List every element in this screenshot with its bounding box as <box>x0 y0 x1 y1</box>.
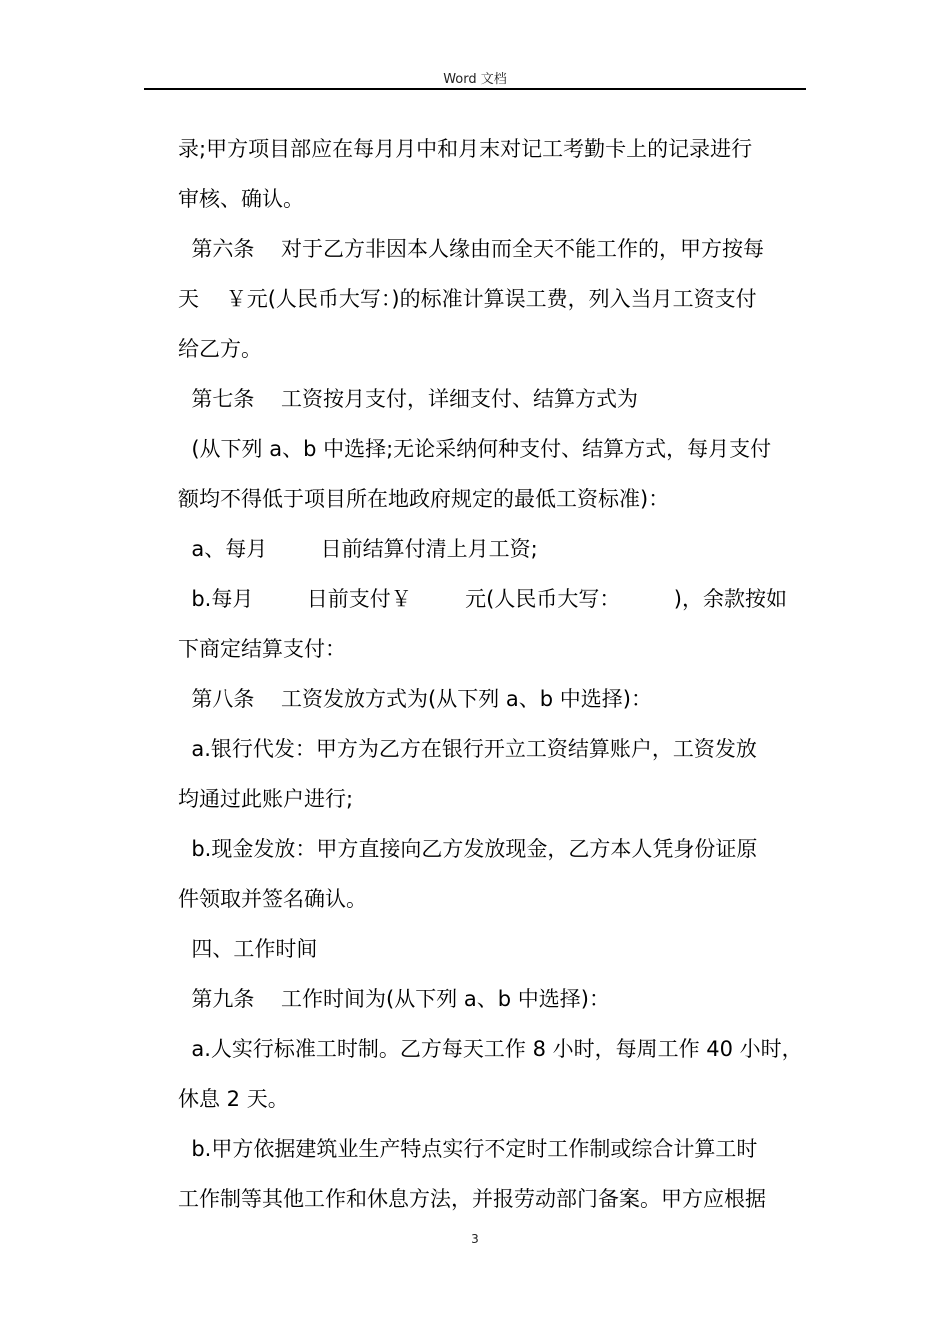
text-line: a.银行代发：甲方为乙方在银行开立工资结算账户，工资发放 <box>178 737 757 761</box>
text-line: 第六条 对于乙方非因本人缘由而全天不能工作的，甲方按每 <box>178 237 765 261</box>
page-number: 3 <box>471 1232 479 1246</box>
text-line: b.现金发放：甲方直接向乙方发放现金，乙方本人凭身份证原 <box>178 837 758 861</box>
text-line: 第九条 工作时间为(从下列 a、b 中选择)： <box>178 987 610 1011</box>
header-divider <box>144 88 806 90</box>
text-line: 给乙方。 <box>178 337 262 361</box>
text-line: 工作制等其他工作和休息方法，并报劳动部门备案。甲方应根据 <box>178 1187 766 1211</box>
text-line: 下商定结算支付： <box>178 637 346 661</box>
text-line: 第八条 工资发放方式为(从下列 a、b 中选择)： <box>178 687 652 711</box>
text-line: 四、工作时间 <box>178 937 318 961</box>
text-line: a、每月 日前结算付清上月工资; <box>178 537 538 561</box>
page-header: Word 文档 <box>443 72 507 87</box>
text-line: 额均不得低于项目所在地政府规定的最低工资标准)： <box>178 487 670 511</box>
text-line: 第七条 工资按月支付，详细支付、结算方式为 <box>178 387 639 411</box>
text-line: a.人实行标准工时制。乙方每天工作 8 小时，每周工作 40 小时， <box>178 1037 803 1061</box>
text-line: 均通过此账户进行; <box>178 787 354 811</box>
text-line: 天 ￥元(人民币大写：)的标准计算误工费，列入当月工资支付 <box>178 287 757 311</box>
text-line: b.甲方依据建筑业生产特点实行不定时工作制或综合计算工时 <box>178 1137 758 1161</box>
text-line: 件领取并签名确认。 <box>178 887 367 911</box>
document-body <box>178 130 818 1230</box>
text-line: b.每月 日前支付￥ 元(人民币大写： )，余款按如 <box>178 587 787 611</box>
text-line: 休息 2 天。 <box>178 1087 289 1111</box>
text-line: (从下列 a、b 中选择;无论采纳何种支付、结算方式，每月支付 <box>178 437 772 461</box>
text-line: 录;甲方项目部应在每月月中和月末对记工考勤卡上的记录进行 <box>178 137 753 161</box>
text-line: 审核、确认。 <box>178 187 304 211</box>
